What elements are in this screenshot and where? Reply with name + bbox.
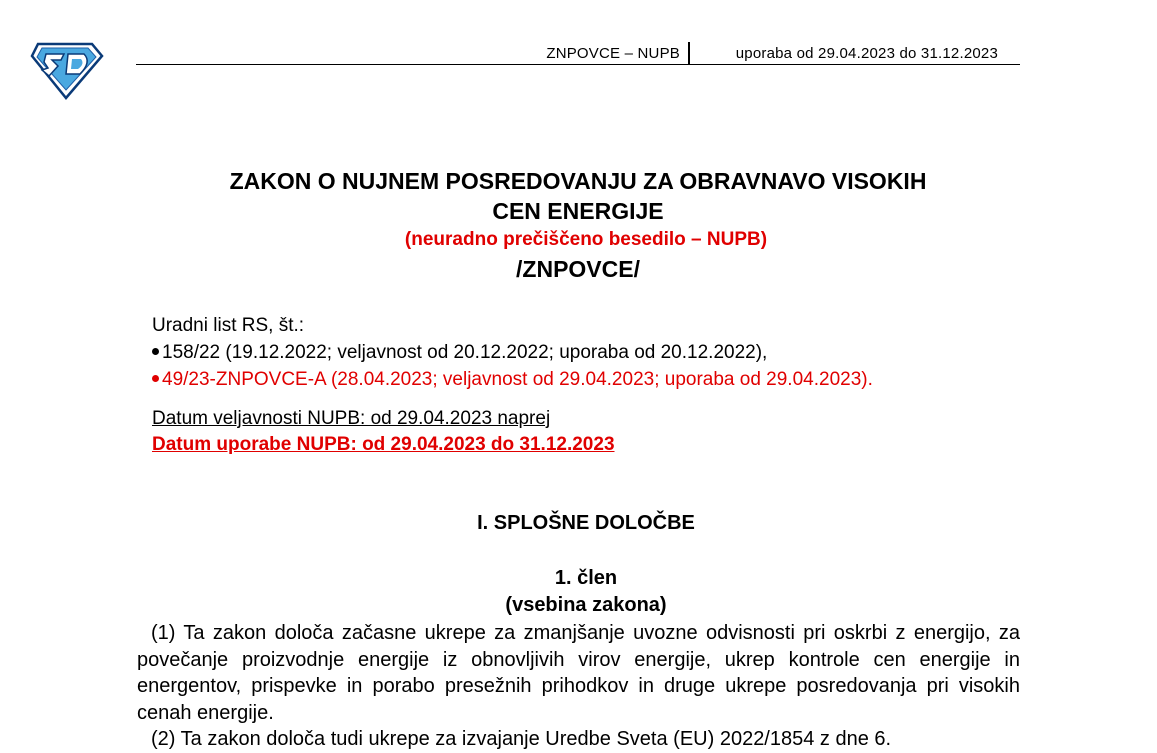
validity-date: Datum veljavnosti NUPB: od 29.04.2023 naprej	[152, 408, 551, 429]
bullet-icon	[152, 375, 159, 382]
bullet-icon	[152, 348, 159, 355]
header-doc-id: ZNPOVCE – NUPB	[546, 45, 680, 62]
article-paragraph: (2) Ta zakon določa tudi ukrepe za izvajanje Uredbe Sveta (EU) 2022/1854 z dne 6.	[151, 728, 892, 750]
header-period: uporaba od 29.04.2023 do 31.12.2023	[735, 45, 998, 62]
gazette-item: 158/22 (19.12.2022; veljavnost od 20.12.2022; uporaba od 20.12.2022),	[152, 342, 767, 364]
article-paragraph: (1) Ta zakon določa začasne ukrepe za zmanjšanje uvozne odvisnosti pri oskrbi z energijo, za povečanje proizvodnje energije iz obnovljivih virov energije, ukrep kontrole cen energije in energentov, prispevke in porabo presežnih prihodkov in druge ukrepe posredovanja pri visokih cenah energije.	[137, 622, 1020, 724]
article-name: (vsebina zakona)	[505, 594, 667, 616]
law-abbreviation: /ZNPOVCE/	[516, 256, 640, 282]
application-date: Datum uporabe NUPB: od 29.04.2023 do 31.12.2023	[152, 434, 615, 455]
running-header	[136, 44, 1020, 65]
law-subtitle: (neuradno prečiščeno besedilo – NUPB)	[404, 229, 768, 250]
gazette-label: Uradni list RS, št.:	[152, 315, 305, 336]
law-title-line-1: ZAKON O NUJNEM POSREDOVANJU ZA OBRAVNAVO VISOKIH	[229, 168, 927, 194]
header-separator	[688, 42, 690, 64]
law-title-line-2: CEN ENERGIJE	[492, 198, 664, 224]
gazette-item: 49/23-ZNPOVCE-A (28.04.2023; veljavnost od 29.04.2023; uporaba od 29.04.2023).	[152, 369, 873, 391]
article-number: 1. člen	[554, 567, 618, 589]
diamond-sd-logo-icon	[30, 40, 104, 100]
section-title: I. SPLOŠNE DOLOČBE	[477, 512, 695, 534]
